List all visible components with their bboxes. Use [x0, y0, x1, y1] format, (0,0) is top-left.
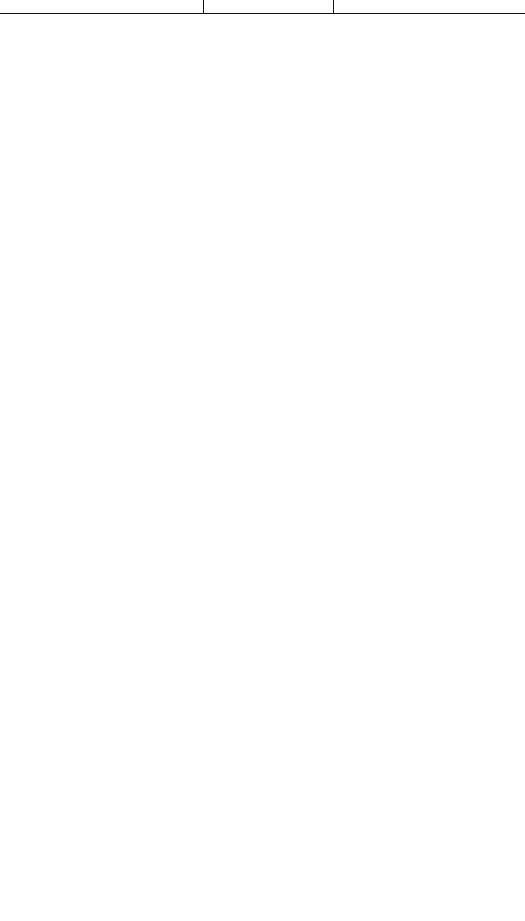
state-name-cell	[0, 0, 204, 14]
notary-cost-table	[0, 0, 525, 14]
cost-cell	[204, 0, 334, 14]
discount-note-cell	[334, 0, 525, 14]
table-row	[0, 0, 525, 14]
table-body	[0, 0, 525, 14]
